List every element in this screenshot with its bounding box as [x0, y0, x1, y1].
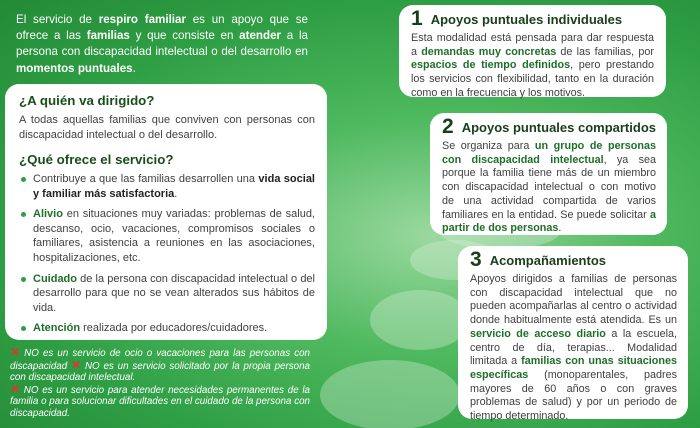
offer-item-text: realizada por educadores/cuidadores. [80, 322, 268, 335]
modality-card-shared [430, 113, 667, 235]
card-text: , ya sea porque la familia tiene más de un miembro con discapacidad intelectual o con motivo de una actividad compartida de varios familiares en la entidad. Se puede solicitar [442, 153, 656, 221]
exclusions-notes [10, 347, 310, 420]
card-text: . [558, 222, 562, 235]
offer-item [19, 207, 315, 265]
card-bold: a partir de dos personas [442, 208, 656, 235]
offer-item-bold: Cuidado [33, 272, 77, 285]
card-body [411, 32, 654, 101]
offer-item [19, 321, 315, 336]
card-text: a la escuela, centro de día, terapias... Modalidad limitada a [470, 327, 677, 368]
offer-item [19, 172, 315, 201]
audience-card [5, 84, 327, 340]
card-text: Esta modalidad está pensada para dar respuesta a [411, 32, 654, 58]
card-bold: familias con unas situaciones específicas [470, 355, 677, 381]
offer-title: ¿Qué ofrece el servicio? [19, 152, 174, 167]
background-stone [370, 290, 470, 350]
offer-item-text: Contribuye a que las familias desarrollen una [33, 173, 259, 185]
intro-paragraph [16, 12, 308, 77]
intro-text: a la persona con discapacidad intelectual o del desarrollo en [16, 29, 308, 59]
card-text: Apoyos dirigidos a familias de personas con discapacidad intelectual que no pueden acompañarlas al centro o actividad donde habitualmente está atendida. Es un [470, 273, 677, 327]
card-number: 3 [470, 248, 482, 271]
cross-icon: ✕ [71, 357, 82, 372]
offer-list [19, 172, 315, 336]
card-title: Acompañamientos [489, 252, 606, 268]
card-header [470, 250, 677, 270]
card-number: 2 [442, 115, 454, 138]
offer-item [19, 272, 315, 316]
background-stone [320, 360, 460, 428]
exclusion-note: NO es un servicio de ocio o vacaciones para las personas con discapacidad [10, 348, 310, 372]
offer-item-text: en situaciones muy variadas: problemas de salud, descanso, ocio, vacaciones, compromisos sociales o familiares, asistencia a reuniones en las asociaciones, hospitalizaciones, etc. [33, 208, 315, 264]
intro-text: El servicio de [16, 13, 99, 26]
offer-item-text: . [174, 187, 178, 200]
intro-bold: respiro familiar [98, 13, 186, 26]
card-bold: servicio de acceso diario [470, 327, 606, 340]
card-header [411, 9, 654, 29]
card-title: Apoyos puntuales individuales [430, 11, 623, 27]
card-title: Apoyos puntuales compartidos [461, 119, 656, 135]
cross-icon: ✕ [10, 345, 21, 359]
intro-bold: atender [239, 29, 282, 43]
card-bold: un grupo de personas con discapacidad intelectual [442, 140, 656, 166]
card-text: Se organiza para [442, 140, 535, 152]
intro-text: es un apoyo que se ofrece a las [16, 13, 308, 43]
card-header [442, 117, 656, 137]
modality-card-accompaniment [458, 246, 688, 423]
exclusion-note: NO es un servicio para atender necesidades permanentes de la familia o para solucionar dificultades en el cuidado de la persona con discapacidad. [10, 384, 310, 419]
card-body [442, 140, 656, 236]
card-number: 1 [411, 7, 423, 30]
modality-card-individual [399, 5, 666, 97]
exclusion-note: NO es un servicio solicitado por la propia persona con discapacidad intelectual. [10, 360, 310, 384]
cross-icon: ✕ [10, 381, 21, 396]
card-text: de las familias, por [556, 45, 654, 58]
audience-title: ¿A quién va dirigido? [19, 93, 155, 108]
card-body [470, 273, 677, 424]
intro-text: . [132, 61, 136, 75]
card-text: , pero prestando los servicios con flexibilidad, tanto en la duración como en la frecuencia y los motivos. [411, 59, 654, 99]
offer-item-bold: Atención [33, 322, 81, 335]
card-bold: espacios de tiempo definidos [411, 59, 571, 72]
offer-item-text: de la persona con discapacidad intelectual o del desarrollo para que no se vean alterados sus hábitos de vida. [33, 272, 315, 314]
intro-text: y que consiste en [129, 29, 240, 43]
offer-item-bold: Alivio [33, 208, 63, 221]
intro-bold: familias [86, 29, 130, 43]
audience-text: A todas aquellas familias que conviven con personas con discapacidad intelectual o del desarrollo. [19, 114, 315, 141]
offer-item-bold: vida social y familiar más satisfactoria [33, 173, 315, 200]
card-text: (monoparentales, padres mayores de 60 años o con graves problemas de salud) y por un periodo de tiempo determinado. [470, 368, 677, 423]
intro-bold: momentos puntuales [16, 61, 133, 75]
card-bold: demandas muy concretas [421, 45, 557, 58]
